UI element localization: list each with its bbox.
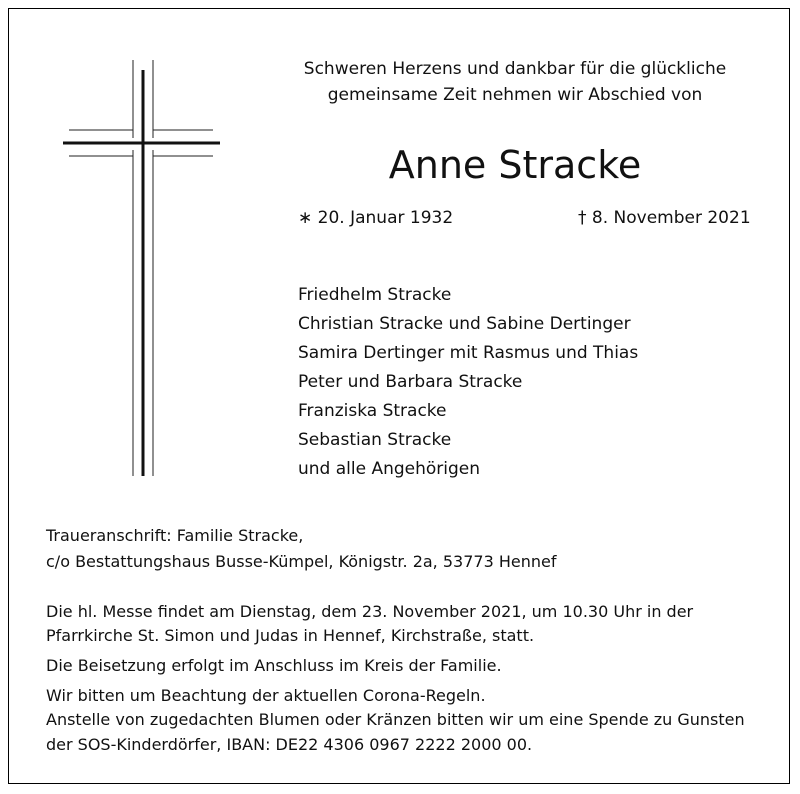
notes-line-1: Wir bitten um Beachtung der aktuellen Corona-Regeln. (46, 686, 486, 705)
family-list (298, 281, 638, 484)
mass-line-2: Pfarrkirche St. Simon und Judas in Hennef, Kirchstraße, statt. (46, 626, 535, 645)
death-date: † 8. November 2021 (578, 208, 751, 228)
list-item: Samira Dertinger mit Rasmus und Thias (298, 343, 639, 363)
list-item: Friedhelm Stracke (298, 285, 452, 305)
mass-line-1: Die hl. Messe findet am Dienstag, dem 23. November 2021, um 10.30 Uhr in der (46, 602, 694, 621)
notes-line-3: der SOS-Kinderdörfer, IBAN: DE22 4306 0967 2222 2000 00. (46, 735, 533, 754)
deceased-name: Anne Stracke (388, 143, 642, 187)
address-line-1: Traueranschrift: Familie Stracke, (46, 526, 304, 545)
list-item: Christian Stracke und Sabine Dertinger (298, 314, 631, 334)
address-line-2: c/o Bestattungshaus Busse-Kümpel, Königstr. 2a, 53773 Hennef (46, 552, 557, 571)
intro-line-2: gemeinsame Zeit nehmen wir Abschied von (327, 85, 703, 105)
list-item: Peter und Barbara Stracke (298, 372, 523, 392)
burial-note: Die Beisetzung erfolgt im Anschluss im Kreis der Familie. (46, 656, 502, 675)
cross-icon (55, 58, 225, 480)
list-item: Sebastian Stracke (298, 430, 452, 450)
list-item: und alle Angehörigen (298, 459, 481, 479)
list-item: Franziska Stracke (298, 401, 447, 421)
intro-line-1: Schweren Herzens und dankbar für die glückliche (303, 59, 727, 79)
birth-date: ∗ 20. Januar 1932 (298, 208, 454, 228)
notes-line-2: Anstelle von zugedachten Blumen oder Kränzen bitten wir um eine Spende zu Gunsten (46, 710, 745, 729)
